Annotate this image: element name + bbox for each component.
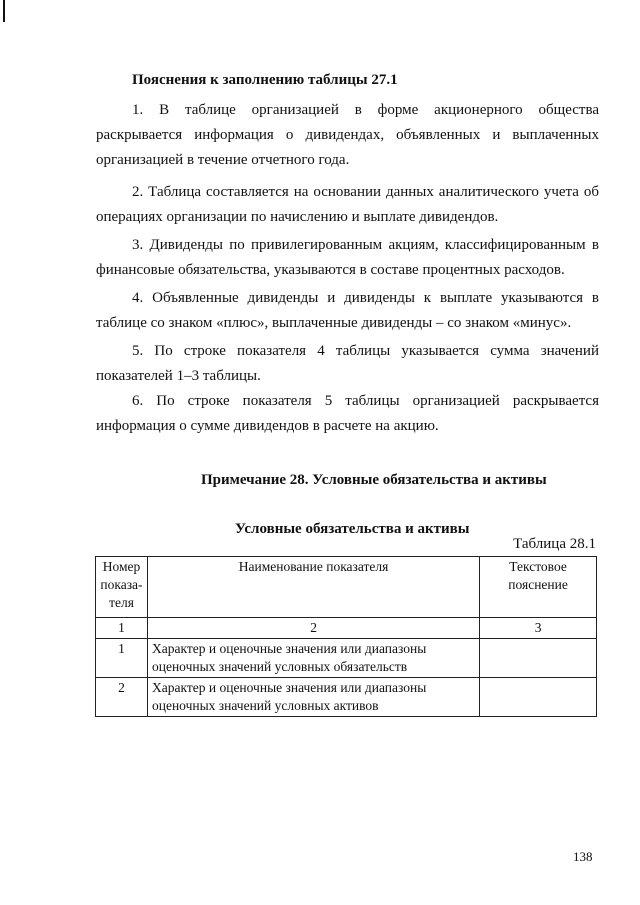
page-number: 138 <box>573 849 593 864</box>
paragraph-6: 6. По строке показателя 5 таблицы организацией раскрывается информация о сумме дивидендов в расчете на акцию. <box>96 393 599 434</box>
paragraph-4: 4. Объявленные дивиденды и дивиденды к выплате указываются в таблице со знаком «плюс», выплаченные дивиденды – со знаком «минус». <box>96 290 599 331</box>
paragraph-1: 1. В таблице организацией в форме акционерного общества раскрывается информация о дивидендах, объявленных и выплаченных организацией в течение отчетного года. <box>96 102 599 168</box>
header-number: Номер показа-теля <box>96 557 148 618</box>
row-name: Характер и оценочные значения или диапазоны оценочных значений условных активов <box>147 678 479 717</box>
row-text-explanation <box>480 678 597 717</box>
column-number: 1 <box>96 618 148 639</box>
column-number: 2 <box>147 618 479 639</box>
column-number-row <box>96 618 597 639</box>
note-28-heading: Примечание 28. Условные обязательства и активы <box>201 472 547 488</box>
table-caption: Таблица 28.1 <box>513 536 596 552</box>
paragraph-3: 3. Дивиденды по привилегированным акциям, классифицированным в финансовые обязательства, указываются в составе процентных расходов. <box>96 237 599 278</box>
section-heading-27-1: Пояснения к заполнению таблицы 27.1 <box>132 72 398 88</box>
paragraph-5: 5. По строке показателя 4 таблицы указывается сумма значений показателей 1–3 таблицы. <box>96 343 599 384</box>
paragraph-2: 2. Таблица составляется на основании данных аналитического учета об операциях организации по начислению и выплате дивидендов. <box>96 184 599 225</box>
table-title: Условные обязательства и активы <box>235 521 470 537</box>
header-text-explanation: Текстовое пояснение <box>480 557 597 618</box>
row-number: 2 <box>96 678 148 717</box>
table-row <box>96 639 597 678</box>
table-row <box>96 678 597 717</box>
row-name: Характер и оценочные значения или диапазоны оценочных значений условных обязательств <box>147 639 479 678</box>
scan-edge-mark <box>3 0 5 22</box>
table-28-1 <box>95 556 597 717</box>
column-number: 3 <box>480 618 597 639</box>
row-text-explanation <box>480 639 597 678</box>
header-name: Наименование показателя <box>147 557 479 618</box>
row-number: 1 <box>96 639 148 678</box>
table-header-row <box>96 557 597 618</box>
